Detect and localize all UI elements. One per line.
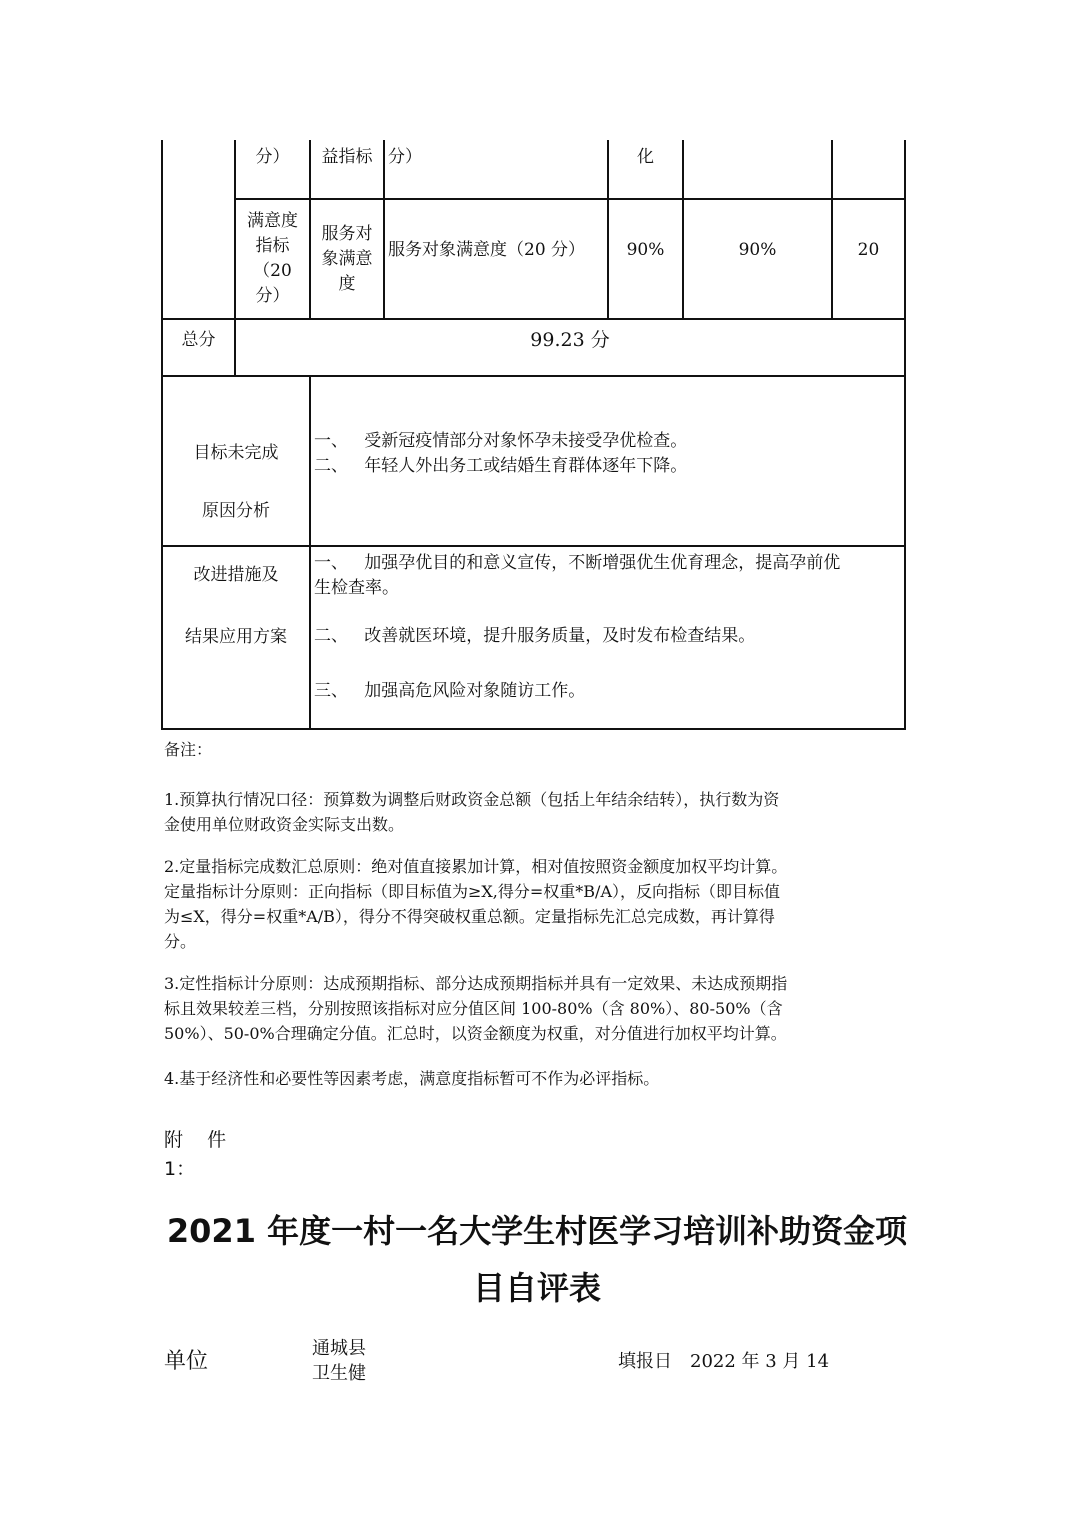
fill-date-label: 填报日	[618, 1351, 672, 1372]
benefit-col2-cell: 分）	[255, 146, 290, 167]
improvements-label-line1: 改进措施及	[193, 564, 279, 585]
satisfaction-indicator-cell: 服务对象满意度（20 分）	[388, 239, 586, 260]
benefit-col3-cell: 益指标	[321, 146, 373, 167]
improvements-label-line2: 结果应用方案	[185, 626, 287, 647]
unit-label: 单位	[164, 1349, 209, 1374]
attachment-number: 1：	[164, 1158, 196, 1180]
improvement-item-3: 三、 加强高危风险对象随访工作。	[314, 681, 586, 701]
satisfaction-category-line: （20	[253, 261, 292, 281]
satisfaction-actual-cell: 90%	[738, 239, 777, 260]
note-2-line: 2.定量指标完成数汇总原则：绝对值直接累加计算，相对值按照资金额度加权平均计算。	[164, 857, 788, 876]
reasons-label-line2: 原因分析	[202, 500, 270, 521]
satisfaction-subcategory-cell	[311, 200, 383, 318]
benefit-col5-cell: 化	[637, 146, 654, 167]
page-title-line1: 2021 年度一村一名大学生村医学习培训补助资金项	[166, 1212, 908, 1250]
note-4-line: 4.基于经济性和必要性等因素考虑，满意度指标暂可不作为必评指标。	[164, 1069, 660, 1088]
note-1-line: 金使用单位财政资金实际支出数。	[164, 815, 405, 834]
satisfaction-subcategory-line: 服务对	[321, 223, 373, 244]
unit-value-line2: 卫生健	[312, 1363, 366, 1384]
satisfaction-score-cell: 20	[857, 239, 880, 260]
satisfaction-category-line: 满意度	[247, 211, 298, 231]
satisfaction-subcategory-line: 度	[338, 273, 356, 294]
note-2-line: 分。	[164, 932, 197, 951]
page-title-line2: 目自评表	[472, 1269, 601, 1307]
note-3-line: 标且效果较差三档，分别按照该指标对应分值区间 100-80%（含 80%）、80-50%（含	[164, 999, 783, 1018]
reasons-label-line1: 目标未完成	[193, 442, 279, 463]
total-label-cell: 总分	[181, 329, 216, 350]
reason-item-2: 二、 年轻人外出务工或结婚生育群体逐年下降。	[314, 456, 688, 476]
satisfaction-subcategory-line: 象满意	[321, 248, 373, 269]
satisfaction-category-cell	[236, 200, 309, 318]
satisfaction-category-line: 指标	[255, 236, 290, 256]
benefit-col4-cell: 分）	[388, 146, 422, 167]
note-2-line: 定量指标计分原则：正向指标（即目标值为≥X,得分=权重*B/A），反向指标（即目标值	[164, 882, 780, 901]
note-2-line: 为≤X，得分=权重*A/B），得分不得突破权重总额。定量指标先汇总完成数，再计算得	[164, 907, 775, 926]
total-score-cell: 99.23 分	[530, 328, 610, 351]
improvement-item-1-cont: 生检查率。	[314, 578, 399, 598]
satisfaction-target-cell: 90%	[626, 239, 665, 260]
attachment-label: 附 件	[164, 1129, 227, 1151]
note-3-line: 50%）、50-0%合理确定分值。汇总时，以资金额度为权重，对分值进行加权平均计算。	[164, 1024, 787, 1043]
fill-date-value: 2022 年 3 月 14	[690, 1351, 830, 1372]
note-3-line: 3.定性指标计分原则：达成预期指标、部分达成预期指标并具有一定效果、未达成预期指	[164, 974, 788, 993]
notes-heading: 备注：	[164, 740, 213, 759]
improvement-item-1: 一、 加强孕优目的和意义宣传，不断增强优生优育理念，提高孕前优	[314, 553, 841, 573]
unit-value-line1: 通城县	[312, 1338, 366, 1359]
satisfaction-category-line: 分）	[255, 286, 290, 306]
improvement-item-2: 二、 改善就医环境，提升服务质量，及时发布检查结果。	[314, 626, 756, 646]
reason-item-1: 一、 受新冠疫情部分对象怀孕未接受孕优检查。	[314, 431, 688, 451]
note-1-line: 1.预算执行情况口径：预算数为调整后财政资金总额（包括上年结余结转），执行数为资	[164, 790, 780, 809]
